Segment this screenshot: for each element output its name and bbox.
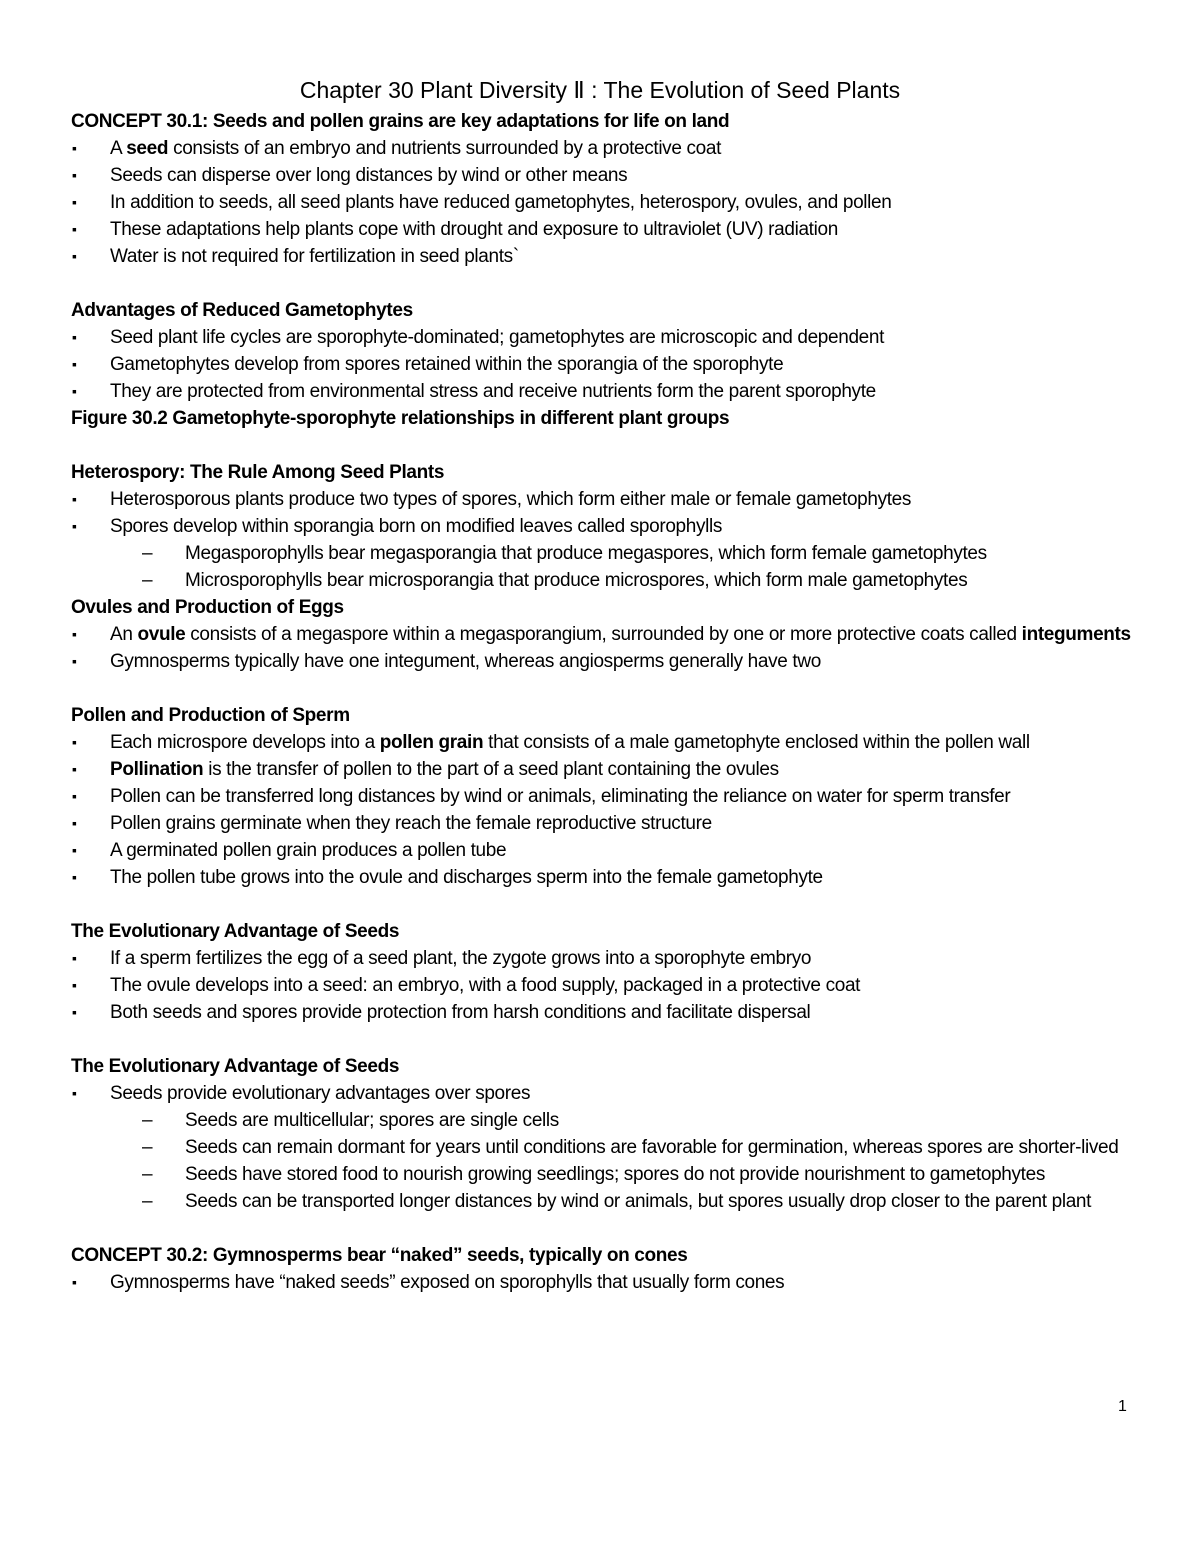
bullet-item: [71, 864, 1131, 891]
bullet-item: [71, 648, 1131, 675]
text: Seeds are multicellular; spores are single cells: [185, 1110, 559, 1131]
bold-term: ovule: [137, 624, 186, 645]
text: Water is not required for fertilization in seed plants`: [110, 246, 519, 267]
dash-marker: –: [142, 1110, 153, 1131]
bullet-marker: ▪: [72, 761, 77, 777]
text: Each microspore develops into a: [110, 732, 380, 753]
text: They are protected from environmental stress and receive nutrients form the parent sporophyte: [110, 381, 876, 402]
section-heading: The Evolutionary Advantage of Seeds: [71, 921, 400, 942]
bullet-marker: ▪: [72, 626, 77, 642]
text: An: [110, 624, 138, 645]
text: The ovule develops into a seed: an embryo, with a food supply, packaged in a protective coat: [110, 975, 861, 996]
section-heading: Advantages of Reduced Gametophytes: [71, 300, 413, 321]
bullet-marker: ▪: [72, 842, 77, 858]
bullet-item: [71, 1080, 1131, 1107]
bullet-item: [71, 810, 1131, 837]
text: Gymnosperms typically have one integument, whereas angiosperms generally have two: [110, 651, 821, 672]
section-heading: CONCEPT 30.2: Gymnosperms bear “naked” seeds, typically on cones: [71, 1245, 688, 1266]
bullet-marker: ▪: [72, 356, 77, 372]
page-title: Chapter 30 Plant Diversity Ⅱ : The Evolution of Seed Plants: [299, 77, 901, 103]
section-heading: Ovules and Production of Eggs: [71, 597, 344, 618]
spacer: [71, 270, 1131, 297]
text: Gametophytes develop from spores retained within the sporangia of the sporophyte: [110, 354, 784, 375]
bullet-marker: ▪: [72, 950, 77, 966]
page-number: 1: [1118, 1398, 1127, 1415]
figure-caption: Figure 30.2 Gametophyte-sporophyte relationships in different plant groups: [71, 408, 730, 429]
bullet-item: [71, 513, 1131, 540]
dash-marker: –: [142, 1191, 153, 1212]
text: If a sperm fertilizes the egg of a seed plant, the zygote grows into a sporophyte embryo: [110, 948, 812, 969]
spacer: [71, 675, 1131, 702]
text: Seeds have stored food to nourish growing seedlings; spores do not provide nourishment to gametophytes: [185, 1164, 1045, 1185]
text: Pollen can be transferred long distances by wind or animals, eliminating the reliance on water for sperm transfer: [110, 786, 1011, 807]
dash-marker: –: [142, 1137, 153, 1158]
sub-bullet-item: [71, 1188, 1131, 1215]
bullet-marker: ▪: [72, 329, 77, 345]
bullet-item: [71, 783, 1131, 810]
dash-marker: –: [142, 543, 153, 564]
bold-term: integuments: [1021, 624, 1131, 645]
bullet-marker: ▪: [72, 140, 77, 156]
text: Seeds can be transported longer distances by wind or animals, but spores usually drop closer to the parent plant: [185, 1191, 1092, 1212]
bullet-marker: ▪: [72, 869, 77, 885]
bullet-marker: ▪: [72, 977, 77, 993]
bullet-marker: ▪: [72, 1274, 77, 1290]
bold-term: seed: [126, 138, 169, 159]
bullet-marker: ▪: [72, 1085, 77, 1101]
section-heading: Pollen and Production of Sperm: [71, 705, 350, 726]
bullet-marker: ▪: [72, 167, 77, 183]
bullet-item: [71, 999, 1131, 1026]
bullet-item: [71, 729, 1131, 756]
bullet-marker: ▪: [72, 221, 77, 237]
bullet-item: [71, 216, 1131, 243]
section-heading: The Evolutionary Advantage of Seeds: [71, 1056, 400, 1077]
text: consists of an embryo and nutrients surrounded by a protective coat: [168, 138, 721, 159]
text: that consists of a male gametophyte enclosed within the pollen wall: [483, 732, 1030, 753]
section-heading: CONCEPT 30.1: Seeds and pollen grains are key adaptations for life on land: [71, 111, 730, 132]
sub-bullet-item: [71, 1161, 1131, 1188]
text: Spores develop within sporangia born on modified leaves called sporophylls: [110, 516, 723, 537]
bullet-marker: ▪: [72, 815, 77, 831]
spacer: [71, 432, 1131, 459]
spacer: [71, 1026, 1131, 1053]
text: The pollen tube grows into the ovule and discharges sperm into the female gametophyte: [110, 867, 823, 888]
bullet-item: [71, 621, 1131, 648]
text: Seeds can remain dormant for years until conditions are favorable for germination, whereas spores are shorter-lived: [185, 1137, 1119, 1158]
text: Heterosporous plants produce two types of spores, which form either male or female gametophytes: [110, 489, 912, 510]
text: Seed plant life cycles are sporophyte-dominated; gametophytes are microscopic and dependent: [110, 327, 885, 348]
bold-term: Pollination: [110, 759, 204, 780]
document-body: [71, 108, 1131, 1296]
sub-bullet-item: [71, 540, 1131, 567]
bullet-item: [71, 243, 1131, 270]
bullet-item: [71, 945, 1131, 972]
text: consists of a megaspore within a megasporangium, surrounded by one or more protective coats called: [185, 624, 1022, 645]
sub-bullet-item: [71, 1134, 1131, 1161]
text: Both seeds and spores provide protection from harsh conditions and facilitate dispersal: [110, 1002, 811, 1023]
bullet-marker: ▪: [72, 248, 77, 264]
bold-term: pollen grain: [379, 732, 484, 753]
text: is the transfer of pollen to the part of a seed plant containing the ovules: [203, 759, 779, 780]
bullet-item: [71, 324, 1131, 351]
text: Pollen grains germinate when they reach the female reproductive structure: [110, 813, 712, 834]
bullet-item: [71, 756, 1131, 783]
text: Megasporophylls bear megasporangia that produce megaspores, which form female gametophytes: [185, 543, 987, 564]
text: Seeds provide evolutionary advantages over spores: [110, 1083, 531, 1104]
bullet-marker: ▪: [72, 383, 77, 399]
text: Gymnosperms have “naked seeds” exposed on sporophylls that usually form cones: [110, 1272, 785, 1293]
bullet-marker: ▪: [72, 734, 77, 750]
sub-bullet-item: [71, 567, 1131, 594]
bullet-marker: ▪: [72, 1004, 77, 1020]
bullet-item: [71, 135, 1131, 162]
bullet-item: [71, 378, 1131, 405]
bullet-item: [71, 837, 1131, 864]
bullet-item: [71, 162, 1131, 189]
text: In addition to seeds, all seed plants have reduced gametophytes, heterospory, ovules, and pollen: [110, 192, 892, 213]
dash-marker: –: [142, 570, 153, 591]
text: A germinated pollen grain produces a pollen tube: [110, 840, 507, 861]
text: Microsporophylls bear microsporangia that produce microspores, which form male gametophytes: [185, 570, 968, 591]
text: Seeds can disperse over long distances by wind or other means: [110, 165, 628, 186]
spacer: [71, 891, 1131, 918]
bullet-item: [71, 1269, 1131, 1296]
bullet-item: [71, 972, 1131, 999]
bullet-item: [71, 486, 1131, 513]
section-heading: Heterospory: The Rule Among Seed Plants: [71, 462, 445, 483]
text: A: [110, 138, 127, 159]
text: These adaptations help plants cope with drought and exposure to ultraviolet (UV) radiation: [110, 219, 838, 240]
sub-bullet-item: [71, 1107, 1131, 1134]
bullet-marker: ▪: [72, 491, 77, 507]
bullet-marker: ▪: [72, 653, 77, 669]
bullet-marker: ▪: [72, 788, 77, 804]
spacer: [71, 1215, 1131, 1242]
bullet-item: [71, 351, 1131, 378]
dash-marker: –: [142, 1164, 153, 1185]
bullet-item: [71, 189, 1131, 216]
bullet-marker: ▪: [72, 194, 77, 210]
bullet-marker: ▪: [72, 518, 77, 534]
